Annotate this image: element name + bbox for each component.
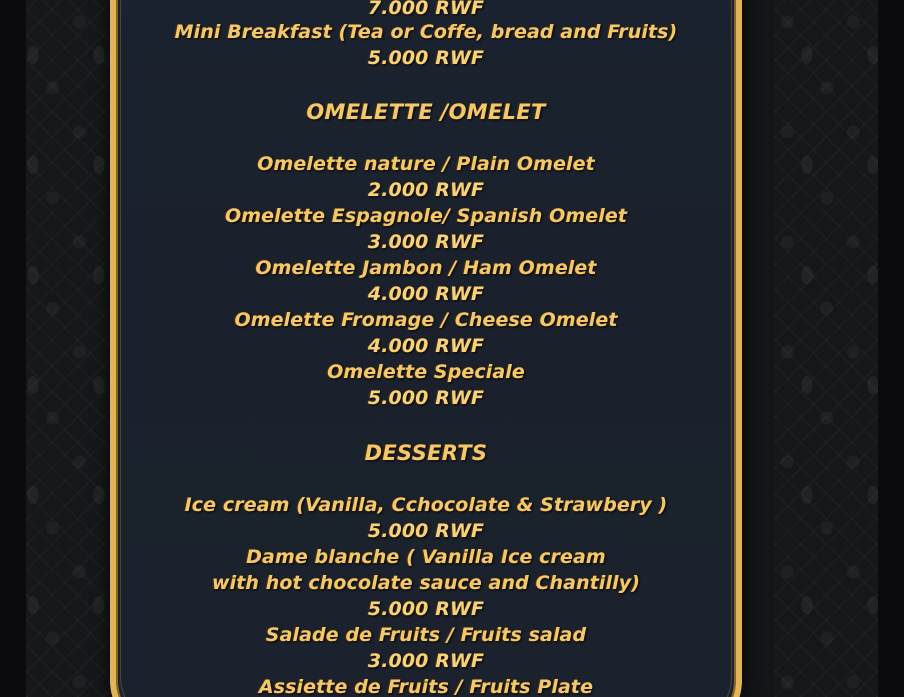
omelette-item-price: 4.000 RWF bbox=[367, 283, 485, 305]
omelette-item-name: Omelette Speciale bbox=[327, 361, 525, 383]
mini-breakfast-price: 5.000 RWF bbox=[367, 47, 485, 69]
menu-text-area bbox=[110, 0, 742, 697]
dark-edge-left bbox=[0, 0, 26, 697]
dark-edge-right bbox=[878, 0, 904, 697]
desserts-section-heading: DESSERTS bbox=[364, 441, 488, 465]
omelette-item-price: 2.000 RWF bbox=[367, 179, 485, 201]
dessert-item-price: 5.000 RWF bbox=[367, 520, 485, 542]
dessert-item-price: 3.000 RWF bbox=[367, 650, 485, 672]
omelette-item-name: Omelette Jambon / Ham Omelet bbox=[255, 257, 597, 279]
dessert-item-name: Ice cream (Vanilla, Cchocolate & Strawbery ) bbox=[184, 494, 668, 516]
omelette-item-price: 4.000 RWF bbox=[367, 335, 485, 357]
dessert-item-name: Salade de Fruits / Fruits salad bbox=[265, 624, 587, 646]
dessert-item-name-continued: with hot chocolate sauce and Chantilly) bbox=[211, 572, 641, 594]
dessert-item-price: 5.000 RWF bbox=[367, 598, 485, 620]
omelette-item-name: Omelette Fromage / Cheese Omelet bbox=[234, 309, 618, 331]
omelette-item-name: Omelette nature / Plain Omelet bbox=[257, 153, 595, 175]
dessert-item-name: Assiette de Fruits / Fruits Plate bbox=[258, 676, 594, 697]
omelette-item-price: 5.000 RWF bbox=[367, 387, 485, 409]
omelette-item-price: 3.000 RWF bbox=[367, 231, 485, 253]
mini-breakfast-name: Mini Breakfast (Tea or Coffe, bread and Fruits) bbox=[174, 21, 678, 43]
omelette-item-name: Omelette Espagnole/ Spanish Omelet bbox=[224, 205, 628, 227]
omelette-section-heading: OMELETTE /OMELET bbox=[306, 100, 546, 124]
dessert-item-name: Dame blanche ( Vanilla Ice cream bbox=[246, 546, 606, 568]
breakfast-price-partial: 7.000 RWF bbox=[367, 0, 485, 19]
